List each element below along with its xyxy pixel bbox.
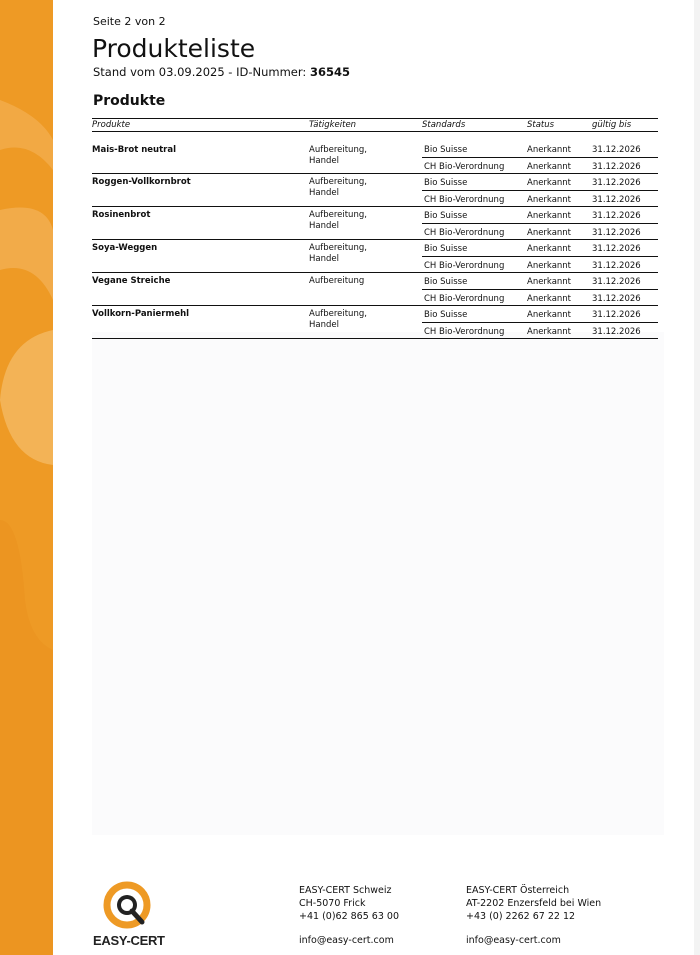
product-activities: Aufbereitung, Handel xyxy=(309,145,367,166)
product-table xyxy=(92,118,658,339)
status-cell: Anerkannt xyxy=(527,260,572,271)
header-taetigkeiten: Tätigkeiten xyxy=(309,120,357,130)
table-row xyxy=(422,322,658,339)
table-row-group xyxy=(92,174,658,207)
header-standards: Standards xyxy=(422,120,466,130)
status-cell: Anerkannt xyxy=(527,293,572,304)
table-body xyxy=(92,132,658,339)
valid-until-cell: 31.12.2026 xyxy=(592,277,641,287)
product-activities: Aufbereitung, Handel xyxy=(309,243,367,264)
table-row xyxy=(422,273,658,289)
table-row xyxy=(422,157,658,174)
status-cell: Anerkannt xyxy=(527,244,572,254)
page-title: Produkteliste xyxy=(92,34,256,63)
footer-at xyxy=(466,884,601,923)
table-row xyxy=(422,223,658,240)
valid-until-cell: 31.12.2026 xyxy=(592,194,641,205)
table-row xyxy=(422,174,658,190)
page-number: Seite 2 von 2 xyxy=(93,15,166,28)
blank-panel xyxy=(92,332,664,835)
ch-phone: +41 (0)62 865 63 00 xyxy=(299,911,399,922)
footer-ch xyxy=(299,884,399,923)
standard-cell: CH Bio-Verordnung xyxy=(424,161,505,172)
product-activities: Aufbereitung xyxy=(309,276,365,286)
product-name: Vollkorn-Paniermehl xyxy=(92,309,190,319)
product-name: Mais-Brot neutral xyxy=(92,145,176,155)
valid-until-cell: 31.12.2026 xyxy=(592,211,641,221)
standard-cell: CH Bio-Verordnung xyxy=(424,293,505,304)
valid-until-cell: 31.12.2026 xyxy=(592,244,641,254)
status-cell: Anerkannt xyxy=(527,277,572,287)
valid-until-cell: 31.12.2026 xyxy=(592,227,641,238)
product-activities: Aufbereitung, Handel xyxy=(309,309,367,330)
ch-address: CH-5070 Frick xyxy=(299,898,366,909)
header-gueltig-bis: gültig bis xyxy=(592,120,632,130)
table-row xyxy=(422,306,658,322)
product-activities: Aufbereitung, Handel xyxy=(309,177,367,198)
table-row-group xyxy=(92,306,658,339)
table-row-group xyxy=(92,132,658,174)
standard-cell: CH Bio-Verordnung xyxy=(424,227,505,238)
sidebar-shapes xyxy=(0,0,53,955)
standard-cell: CH Bio-Verordnung xyxy=(424,326,505,337)
table-row xyxy=(422,141,658,157)
product-name: Vegane Streiche xyxy=(92,276,171,286)
standard-cell: Bio Suisse xyxy=(424,244,468,254)
page-edge xyxy=(694,0,700,955)
table-row xyxy=(422,207,658,223)
valid-until-cell: 31.12.2026 xyxy=(592,161,641,172)
at-email-link[interactable]: info@easy-cert.com xyxy=(466,935,561,946)
table-row xyxy=(422,240,658,256)
ch-name: EASY-CERT Schweiz xyxy=(299,885,392,896)
standard-cell: Bio Suisse xyxy=(424,310,468,320)
product-activities: Aufbereitung, Handel xyxy=(309,210,367,231)
table-row xyxy=(422,190,658,207)
table-row-group xyxy=(92,273,658,306)
table-row-group xyxy=(92,240,658,273)
product-name: Rosinenbrot xyxy=(92,210,151,220)
stand-text: Stand vom 03.09.2025 - ID-Nummer: xyxy=(93,65,310,79)
valid-until-cell: 31.12.2026 xyxy=(592,293,641,304)
status-cell: Anerkannt xyxy=(527,326,572,337)
at-name: EASY-CERT Österreich xyxy=(466,885,570,896)
table-row-group xyxy=(92,207,658,240)
product-name: Soya-Weggen xyxy=(92,243,158,253)
standard-cell: Bio Suisse xyxy=(424,211,468,221)
status-cell: Anerkannt xyxy=(527,145,572,155)
sidebar-decoration xyxy=(0,0,53,955)
valid-until-cell: 31.12.2026 xyxy=(592,326,641,337)
product-name: Roggen-Vollkornbrot xyxy=(92,177,191,187)
standard-cell: Bio Suisse xyxy=(424,277,468,287)
status-cell: Anerkannt xyxy=(527,161,572,172)
standard-cell: Bio Suisse xyxy=(424,178,468,188)
id-number: 36545 xyxy=(309,65,350,79)
table-row xyxy=(422,256,658,273)
section-title: Produkte xyxy=(93,93,166,109)
at-address: AT-2202 Enzersfeld bei Wien xyxy=(466,898,602,909)
at-phone: +43 (0) 2262 67 22 12 xyxy=(466,911,576,922)
ch-email-link[interactable]: info@easy-cert.com xyxy=(299,935,394,946)
standard-cell: CH Bio-Verordnung xyxy=(424,260,505,271)
table-row xyxy=(422,289,658,306)
status-cell: Anerkannt xyxy=(527,310,572,320)
standard-cell: Bio Suisse xyxy=(424,145,468,155)
table-header xyxy=(92,118,658,132)
header-status: Status xyxy=(527,120,555,130)
header-produkte: Produkte xyxy=(92,120,131,130)
status-cell: Anerkannt xyxy=(527,194,572,205)
standard-cell: CH Bio-Verordnung xyxy=(424,194,505,205)
valid-until-cell: 31.12.2026 xyxy=(592,145,641,155)
status-cell: Anerkannt xyxy=(527,211,572,221)
status-cell: Anerkannt xyxy=(527,227,572,238)
logo-text: EASY-CERT xyxy=(93,933,165,948)
valid-until-cell: 31.12.2026 xyxy=(592,260,641,271)
status-cell: Anerkannt xyxy=(527,178,572,188)
valid-until-cell: 31.12.2026 xyxy=(592,178,641,188)
valid-until-cell: 31.12.2026 xyxy=(592,310,641,320)
stand-line xyxy=(93,65,350,79)
